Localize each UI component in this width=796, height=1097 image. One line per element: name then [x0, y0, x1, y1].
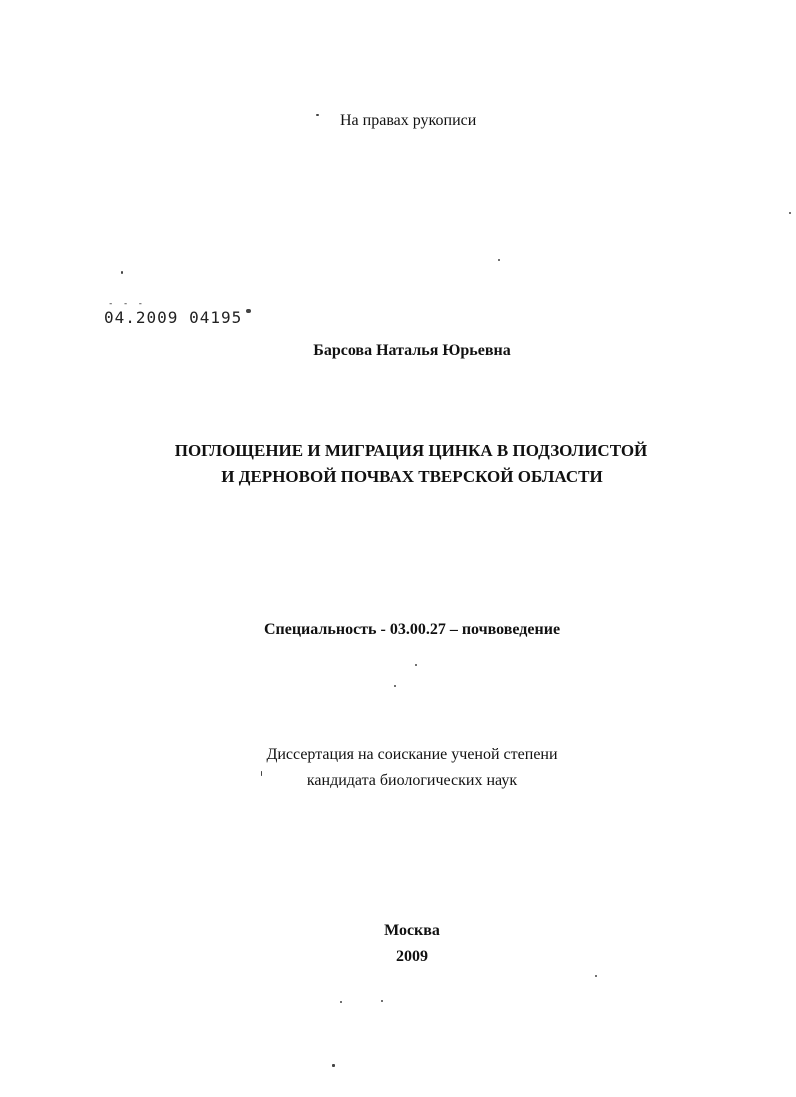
thesis-title-line-2: И ДЕРНОВОЙ ПОЧВАХ ТВЕРСКОЙ ОБЛАСТИ: [221, 467, 603, 486]
archive-stamp-code: [104, 299, 243, 327]
author-name: Барсова Наталья Юрьевна: [313, 342, 511, 359]
scan-speck: [121, 271, 123, 274]
year: 2009: [396, 948, 428, 965]
scan-speck: [316, 114, 319, 116]
thesis-title-line-1: ПОГЛОЩЕНИЕ И МИГРАЦИЯ ЦИНКА В ПОДЗОЛИСТОЙ: [174, 441, 648, 460]
scan-speck: [381, 1000, 383, 1002]
scan-speck: [415, 664, 417, 666]
rights-note: На правах рукописи: [340, 112, 477, 129]
scan-speck: [261, 771, 262, 776]
scan-speck: [595, 975, 597, 977]
scan-speck: [498, 259, 500, 261]
scan-speck: [340, 1001, 342, 1003]
scan-speck: [246, 309, 251, 313]
city: Москва: [384, 922, 440, 939]
degree-line-1: Диссертация на соискание ученой степени: [266, 746, 558, 763]
archive-code-text: 04.2009 04195: [104, 308, 243, 327]
degree-line-2: кандидата биологических наук: [306, 772, 518, 789]
scan-speck: [332, 1064, 335, 1067]
specialty-line: Специальность - 03.00.27 – почвоведение: [263, 621, 561, 638]
archive-overmark: - - -: [108, 299, 146, 309]
scan-speck: [789, 212, 791, 214]
scan-speck: [394, 685, 396, 687]
